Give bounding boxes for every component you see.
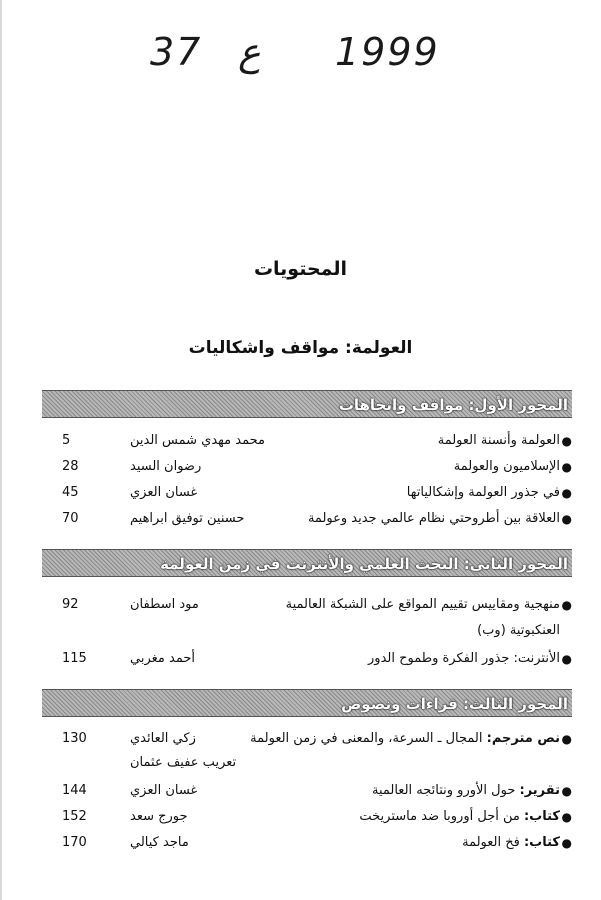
entry-page-number: 170 [62, 835, 87, 850]
bullet-icon: ● [561, 810, 572, 824]
section-header-label: المحور الثاني: البحث العلمي والأنترنت في زمن العولمة [160, 555, 568, 573]
section-header-1 [42, 390, 572, 418]
bullet-icon: ● [561, 460, 572, 474]
entry-title: منهجية ومقاييس تقييم المواقع على الشبكة العالمية [285, 597, 560, 612]
entry-label: نص مترجم: [486, 731, 560, 746]
entry-author: غسان العزي [130, 485, 198, 500]
section-header-3 [42, 689, 572, 717]
toc-entry[interactable] [42, 832, 572, 854]
handwritten-year: 1999 [335, 30, 440, 74]
entry-page-number: 28 [62, 459, 79, 474]
toc-entry[interactable] [42, 508, 572, 530]
toc-entry[interactable] [42, 594, 572, 616]
section-header-label: المحور الأول: مواقف واتجاهات [338, 396, 568, 414]
entry-author: غسان العزي [130, 783, 198, 798]
entry-author: رضوان السيد [130, 459, 202, 474]
entry-label: كتاب: [523, 835, 560, 850]
entry-title [462, 832, 560, 854]
toc-entry[interactable] [42, 780, 572, 802]
entry-page-number: 70 [62, 511, 79, 526]
entry-title-line2: العنكبوتية (وب) [477, 623, 560, 638]
entry-title [359, 806, 560, 828]
toc-entry[interactable] [42, 648, 572, 670]
entry-page-number: 115 [62, 651, 87, 666]
toc-entry-continuation [42, 752, 572, 774]
entry-author: محمد مهدي شمس الدين [130, 433, 265, 448]
bullet-icon: ● [561, 836, 572, 850]
entry-title-text: المجال ـ السرعة، والمعنى في زمن العولمة [250, 731, 483, 746]
bullet-icon: ● [561, 486, 572, 500]
entry-title-text: فخ العولمة [462, 835, 520, 850]
handwritten-annotation [150, 30, 440, 80]
toc-entry[interactable] [42, 482, 572, 504]
entry-page-number: 45 [62, 485, 79, 500]
entry-title-text: حول الأورو ونتائجه العالمية [371, 783, 516, 798]
page-title: المحتويات [253, 258, 348, 280]
entry-label: كتاب: [523, 809, 560, 824]
entry-author: أحمد مغربي [130, 651, 195, 666]
toc-entry[interactable] [42, 430, 572, 452]
entry-page-number: 5 [62, 433, 71, 448]
entry-title [372, 780, 560, 802]
handwritten-number: 37 [150, 30, 203, 74]
entry-label: تقرير: [519, 783, 560, 798]
entry-author: جورج سعد [130, 809, 188, 824]
issue-subtitle: العولمة: مواقف واشكاليات [188, 338, 413, 358]
bullet-icon: ● [561, 434, 572, 448]
entry-title: الإسلاميون والعولمة [453, 459, 560, 474]
section-header-label: المحور الثالث: قراءات ونصوص [341, 695, 568, 713]
entry-title: العلاقة بين أطروحتي نظام عالمي جديد وعولمة [307, 511, 560, 526]
entry-author: ماجد كيالي [130, 835, 189, 850]
entry-page-number: 130 [62, 731, 87, 746]
bullet-icon: ● [561, 598, 572, 612]
bullet-icon: ● [561, 652, 572, 666]
toc-entry[interactable] [42, 728, 572, 750]
section-header-2 [42, 549, 572, 577]
entry-translator: تعريب عفيف عثمان [130, 755, 237, 770]
entry-title: العولمة وأنسنة العولمة [437, 433, 560, 448]
handwritten-issue-mark: ع [238, 30, 261, 74]
toc-entry[interactable] [42, 456, 572, 478]
entry-author: حسنين توفيق ابراهيم [130, 511, 245, 526]
entry-page-number: 144 [62, 783, 87, 798]
toc-entry-continuation [42, 620, 572, 642]
entry-author: زكي العائدي [130, 731, 196, 746]
entry-author: مود اسطفان [130, 597, 199, 612]
toc-entry[interactable] [42, 806, 572, 828]
bullet-icon: ● [561, 732, 572, 746]
bullet-icon: ● [561, 512, 572, 526]
entry-title: في جذور العولمة وإشكالياتها [406, 485, 560, 500]
entry-title-text: من أجل أوروبا ضد ماستريخت [359, 809, 520, 824]
bullet-icon: ● [561, 784, 572, 798]
entry-title: الأنترنت: جذور الفكرة وطموح الدور [368, 651, 560, 666]
entry-page-number: 152 [62, 809, 87, 824]
entry-title [250, 728, 560, 750]
entry-page-number: 92 [62, 597, 79, 612]
